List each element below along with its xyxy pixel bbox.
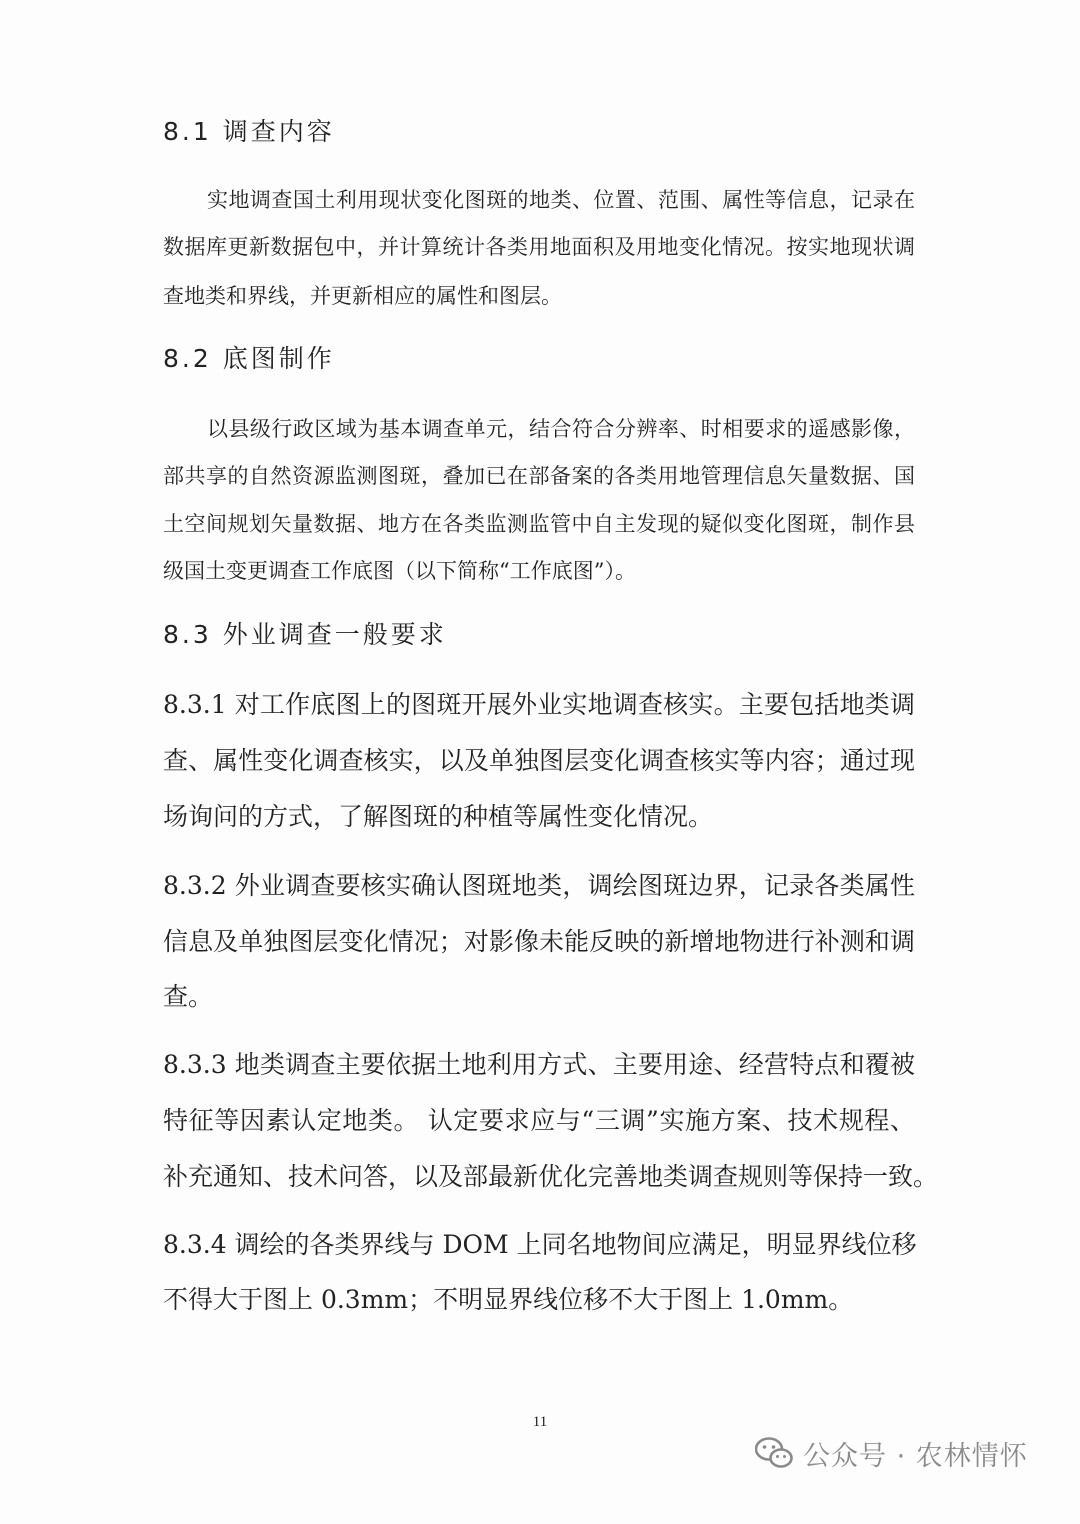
paragraph-line: 部共享的自然资源监测图斑，叠加已在部备案的各类用地管理信息矢量数据、国	[163, 464, 915, 488]
section-heading-8-3: 8.3 外业调查一般要求	[163, 620, 447, 649]
paragraph-line: 以县级行政区域为基本调查单元，结合符合分辨率、时相要求的遥感影像，	[207, 417, 915, 441]
paragraph-line: 级国土变更调查工作底图（以下简称“工作底图”）。	[163, 559, 636, 583]
paragraph-line: 土空间规划矢量数据、地方在各类监测监管中自主发现的疑似变化图斑，制作县	[163, 512, 915, 536]
clause-8-3-4-line: 8.3.4 调绘的各类界线与 DOM 上同名地物间应满足，明显界线位移	[163, 1230, 917, 1259]
wechat-icon	[755, 1437, 793, 1469]
page-number: 11	[532, 1414, 548, 1430]
paragraph-line: 查地类和界线，并更新相应的属性和图层。	[163, 284, 562, 308]
watermark	[755, 1432, 1028, 1474]
clause-8-3-2-line: 8.3.2 外业调查要核实确认图斑地类，调绘图斑边界，记录各类属性	[163, 871, 915, 900]
section-heading-8-1: 8.1 调查内容	[163, 117, 335, 146]
clause-8-3-1-line: 查、属性变化调查核实，以及单独图层变化调查核实等内容；通过现	[163, 746, 915, 775]
paragraph-line: 数据库更新数据包中，并计算统计各类用地面积及用地变化情况。按实地现状调	[163, 235, 915, 259]
clause-8-3-1-line: 场询问的方式，了解图斑的种植等属性变化情况。	[163, 802, 714, 831]
clause-8-3-3-line: 8.3.3 地类调查主要依据土地利用方式、主要用途、经营特点和覆被	[163, 1050, 915, 1079]
clause-8-3-2-line: 信息及单独图层变化情况；对影像未能反映的新增地物进行补测和调	[163, 927, 915, 956]
clause-8-3-1-line: 8.3.1 对工作底图上的图斑开展外业实地调查核实。主要包括地类调	[163, 690, 915, 719]
clause-8-3-2-line: 查。	[163, 982, 214, 1011]
watermark-text: 公众号 · 农林情怀	[803, 1440, 1028, 1472]
paragraph-line: 实地调查国土利用现状变化图斑的地类、位置、范围、属性等信息，记录在	[207, 188, 915, 212]
clause-8-3-4-line: 不得大于图上 0.3mm；不明显界线位移不大于图上 1.0mm。	[163, 1285, 854, 1314]
clause-8-3-3-line: 补充通知、技术问答，以及部最新优化完善地类调查规则等保持一致。	[163, 1162, 939, 1191]
section-heading-8-2: 8.2 底图制作	[163, 344, 335, 373]
clause-8-3-3-line: 特征等因素认定地类。 认定要求应与“三调”实施方案、技术规程、	[163, 1106, 915, 1135]
